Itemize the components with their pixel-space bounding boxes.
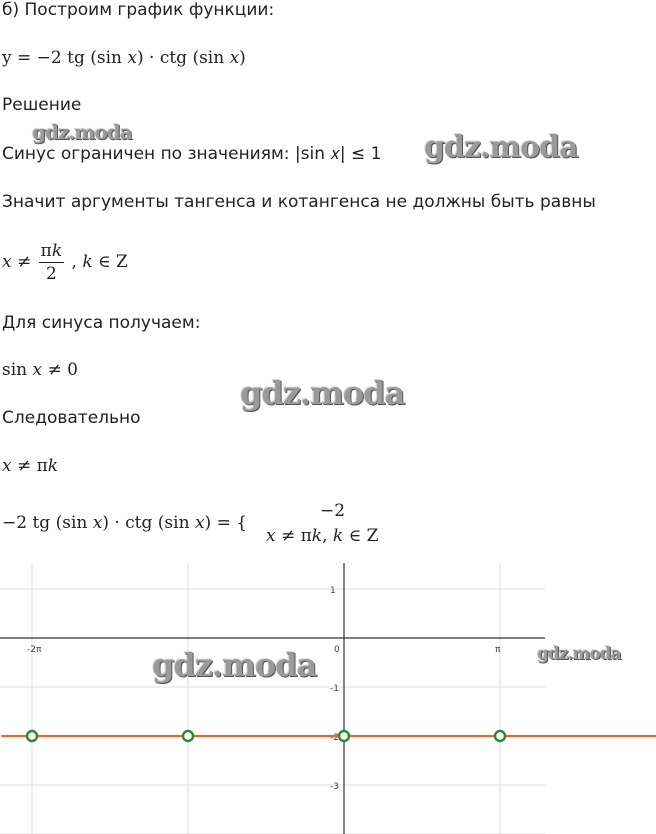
- watermark: gdz.moda: [240, 374, 405, 412]
- condition-rest: , 𝑘 ∈ Z: [71, 252, 128, 272]
- excluded-point: [495, 731, 505, 741]
- x-tick-label: 0: [334, 645, 340, 655]
- grid-lines: [0, 563, 545, 834]
- y-tick-label: -3: [330, 782, 339, 792]
- arguments-text: Значит аргументы тангенса и котангенса не должны быть равны: [2, 192, 596, 212]
- fraction-denominator: 2: [45, 264, 57, 284]
- system-top: −2: [320, 501, 346, 521]
- system-bottom: 𝑥 ≠ π𝑘, 𝑘 ∈ Z: [266, 526, 379, 546]
- y-tick-label: 1: [330, 586, 336, 596]
- fraction-numerator: π𝑘: [40, 241, 63, 261]
- sine-bound-text: Синус ограничен по значениям: |sin 𝑥| ≤ 1: [2, 144, 382, 164]
- y-tick-label: -1: [330, 684, 339, 694]
- excluded-point: [27, 731, 37, 741]
- x-neq-pik: 𝑥 ≠ π𝑘: [2, 456, 59, 476]
- watermark: gdz.moda: [32, 120, 132, 144]
- excluded-point: [183, 731, 193, 741]
- y-tick-label: -2: [330, 733, 339, 743]
- solution-label: Решение: [2, 95, 82, 115]
- fraction: [39, 240, 64, 285]
- sine-text: Для синуса получаем:: [2, 313, 201, 333]
- hence-text: Следовательно: [2, 408, 141, 428]
- condition-fraction: [2, 240, 128, 285]
- tick-labels: [27, 586, 501, 792]
- x-tick-label: π: [495, 645, 501, 655]
- heading: б) Построим график функции:: [2, 0, 275, 20]
- sin-neq-zero: sin 𝑥 ≠ 0: [2, 360, 78, 380]
- condition-lhs: 𝑥 ≠: [2, 252, 32, 272]
- system-lhs: −2 tg (sin 𝑥) · ctg (sin 𝑥) = {: [2, 513, 248, 533]
- x-tick-label: -2π: [27, 645, 42, 655]
- watermark: gdz.moda: [537, 644, 621, 664]
- plot-series: [1, 731, 656, 741]
- excluded-point: [339, 731, 349, 741]
- watermark: gdz.moda: [424, 130, 578, 165]
- axes: [0, 563, 545, 834]
- function-graph: [0, 563, 656, 834]
- watermark: gdz.moda: [152, 646, 317, 684]
- function-formula: y = −2 tg (sin 𝑥) · ctg (sin 𝑥): [2, 48, 246, 68]
